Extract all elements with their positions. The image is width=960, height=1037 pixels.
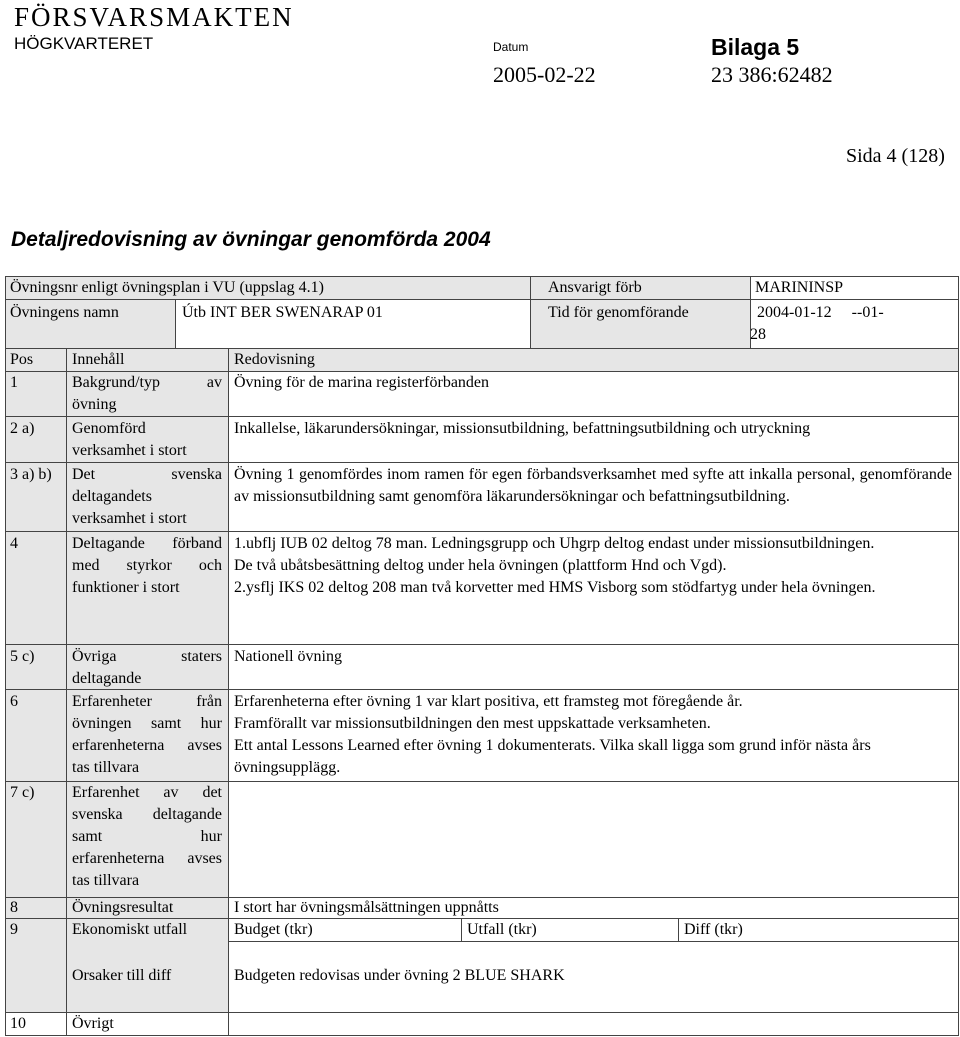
row-report: Övning för de marina registerförbanden — [234, 374, 490, 391]
column-header-pos: Pos — [10, 351, 34, 368]
row-pos: 6 — [10, 693, 18, 710]
document-date: 2005-02-22 — [493, 62, 596, 87]
row-pos: 10 — [10, 1015, 26, 1032]
row-content: Bakgrund/typ av övning — [72, 374, 222, 413]
row-report: Budgeten redovisas under övning 2 BLUE SHARK — [234, 967, 565, 984]
row-pos: 5 c) — [10, 648, 35, 665]
row-content: Övrigt — [72, 1015, 114, 1032]
responsible-unit-value: MARININSP — [755, 279, 844, 296]
column-header-content: Innehåll — [72, 351, 125, 368]
row-content: Genomförd verksamhet i stort — [72, 420, 187, 459]
responsible-unit-label: Ansvarigt förb — [548, 279, 642, 296]
row-content: Orsaker till diff — [72, 967, 172, 984]
report-line: 1.ubflj IUB 02 deltog 78 man. Ledningsgrupp och Uhgrp deltog endast under missionsutbildningen. — [234, 535, 875, 552]
column-header-report: Redovisning — [234, 351, 315, 368]
report-line: Erfarenheterna efter övning 1 var klart positiva, ett framsteg mot föregående år. — [234, 693, 743, 710]
report-line: De två ubåtsbesättning deltog under hela övningen (plattform Hnd och Vgd). — [234, 557, 727, 574]
report-line: 2.ysflj IKS 02 deltog 208 man två korvetter med HMS Visborg som stödfartyg under hela övningen. — [234, 579, 876, 596]
report-line: Ett antal Lessons Learned efter övning 1 dokumenterats. Vilka skall ligga som grund inför nästa års övningsupplägg. — [234, 737, 871, 776]
row-report — [234, 533, 952, 599]
row-pos: 2 a) — [10, 420, 35, 437]
exercise-plan-label: Övningsnr enligt övningsplan i VU (uppslag 4.1) — [10, 279, 324, 296]
attachment-label: Bilaga 5 — [711, 34, 800, 60]
execution-time-value: 2004-01-12 --01- — [757, 304, 884, 321]
row-content: Det svenska deltagandets verksamhet i stort — [72, 466, 222, 527]
row-pos: 8 — [10, 899, 18, 916]
row-content: Övningsresultat — [72, 899, 174, 916]
page-title: Detaljredovisning av övningar genomförda 2004 — [11, 228, 491, 251]
date-label: Datum — [493, 40, 529, 54]
budget-label: Budget (tkr) — [234, 921, 313, 938]
row-report: Nationell övning — [234, 648, 342, 665]
row-pos: 1 — [10, 374, 18, 391]
exercise-name-value: Útb INT BER SWENARAP 01 — [182, 304, 383, 321]
execution-time-label: Tid för genomförande — [548, 304, 689, 321]
reference-number: 23 386:62482 — [711, 62, 833, 87]
row-report: Inkallelse, läkarundersökningar, missionsutbildning, befattningsutbildning och utryckning — [234, 420, 811, 437]
row-pos: 9 — [10, 921, 18, 938]
row-pos: 7 c) — [10, 784, 35, 801]
report-line: Framförallt var missionsutbildningen den mest uppskattade verksamheten. — [234, 715, 711, 732]
outcome-label: Utfall (tkr) — [467, 921, 537, 938]
row-content: Övriga staters deltagande — [72, 648, 222, 687]
row-pos: 4 — [10, 535, 18, 552]
organization-name: FÖRSVARSMAKTEN — [14, 2, 294, 32]
department-name: HÖGKVARTERET — [14, 34, 154, 53]
row-report: Övning 1 genomfördes inom ramen för egen förbandsverksamhet med syfte att inkalla personal, genomförande av missionsutbildning samt genomföra läkarundersökningar och befattningsutbildning. — [234, 466, 952, 505]
diff-label: Diff (tkr) — [684, 921, 743, 938]
row-content: Ekonomiskt utfall — [72, 921, 188, 938]
row-pos: 3 a) b) — [10, 466, 52, 483]
row-report — [234, 691, 952, 779]
row-content: Deltagande förband med styrkor och funktioner i stort — [72, 535, 222, 596]
row-report: I stort har övningsmålsättningen uppnåtts — [234, 899, 499, 916]
row-content: Erfarenheter från övningen samt hur erfarenheterna avses tas tillvara — [72, 693, 222, 776]
exercise-name-label: Övningens namn — [10, 304, 119, 321]
row-content: Erfarenhet av det svenska deltagande samt hur erfarenheterna avses tas tillvara — [72, 784, 222, 889]
execution-time-value-cont: 28 — [750, 326, 766, 343]
page-number: Sida 4 (128) — [846, 145, 945, 167]
